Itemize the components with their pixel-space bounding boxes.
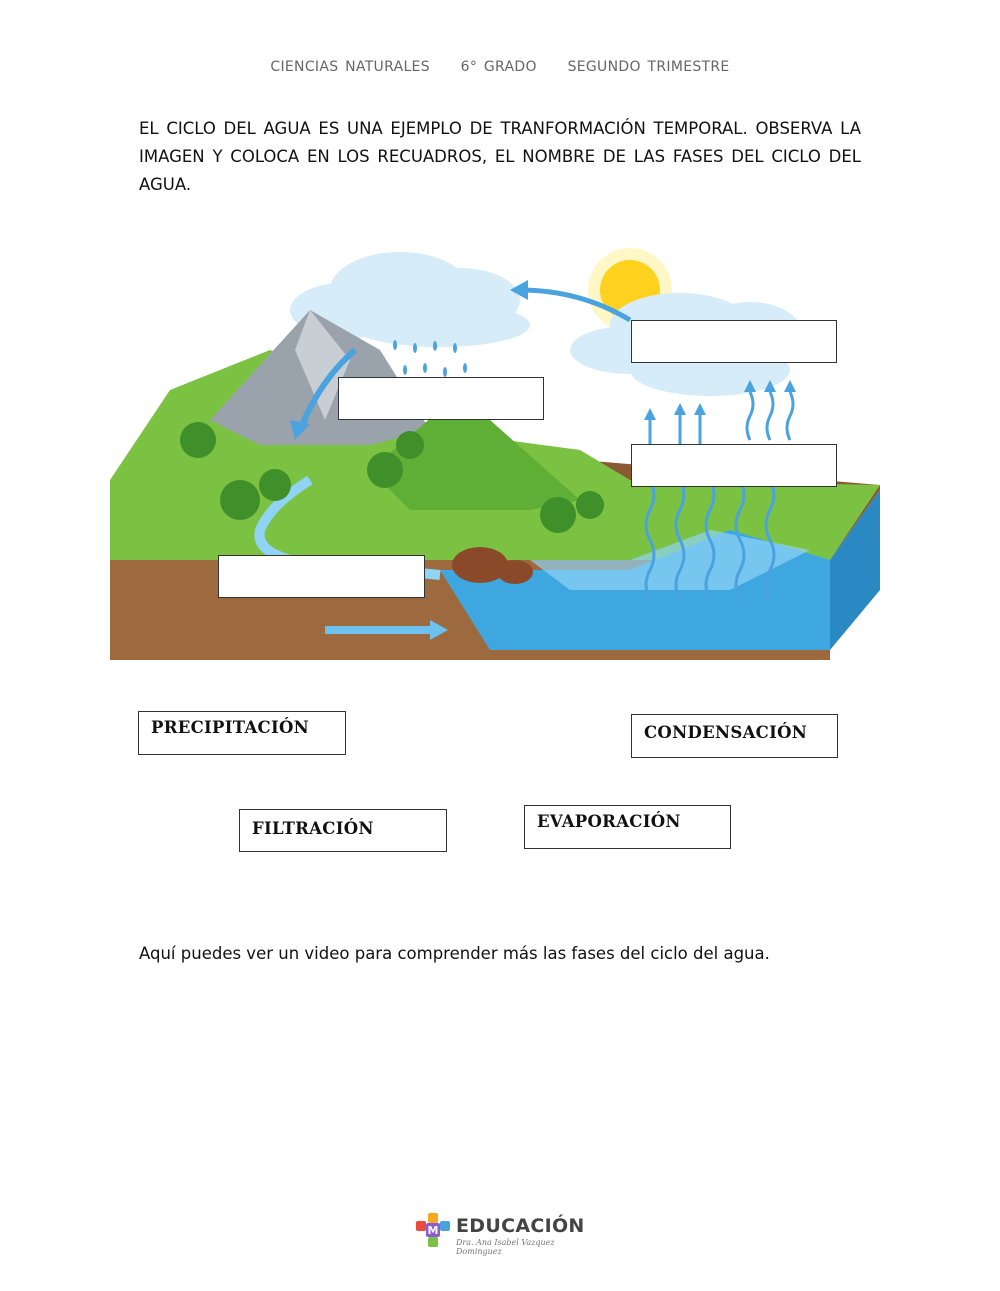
- word-filtracion[interactable]: FILTRACIÓN: [239, 809, 447, 852]
- answer-box-precipitation[interactable]: [338, 377, 544, 420]
- educacion-logo: [416, 1213, 596, 1256]
- logo-name: EDUCACIÓN: [456, 1215, 585, 1237]
- video-note-text: Aquí puedes ver un video para comprender más las fases del ciclo del agua.: [139, 944, 770, 963]
- header-term: SEGUNDO TRIMESTRE: [567, 59, 730, 75]
- header-grade: 6° GRADO: [460, 59, 537, 75]
- logo-letter: M: [427, 1224, 439, 1237]
- answer-box-evaporation[interactable]: [631, 444, 837, 487]
- word-evaporacion[interactable]: EVAPORACIÓN: [524, 805, 731, 849]
- header-subject: CIENCIAS NATURALES: [270, 59, 430, 75]
- logo-tiles-icon: [416, 1213, 452, 1249]
- logo-author: Dra. Ana Isabel Vazquez Dominguez: [456, 1238, 555, 1256]
- answer-box-condensation[interactable]: [631, 320, 837, 363]
- instructions-text: EL CICLO DEL AGUA ES UNA EJEMPLO DE TRANFORMACIÓN TEMPORAL. OBSERVA LA IMAGEN Y COLOCA EN LOS RECUADROS, EL NOMBRE DE LAS FASES DEL CICLO DEL AGUA.: [139, 119, 861, 194]
- word-condensacion[interactable]: CONDENSACIÓN: [631, 714, 838, 758]
- page-header: [0, 59, 1000, 75]
- answer-box-filtration[interactable]: [218, 555, 425, 598]
- word-precipitacion[interactable]: PRECIPITACIÓN: [138, 711, 346, 755]
